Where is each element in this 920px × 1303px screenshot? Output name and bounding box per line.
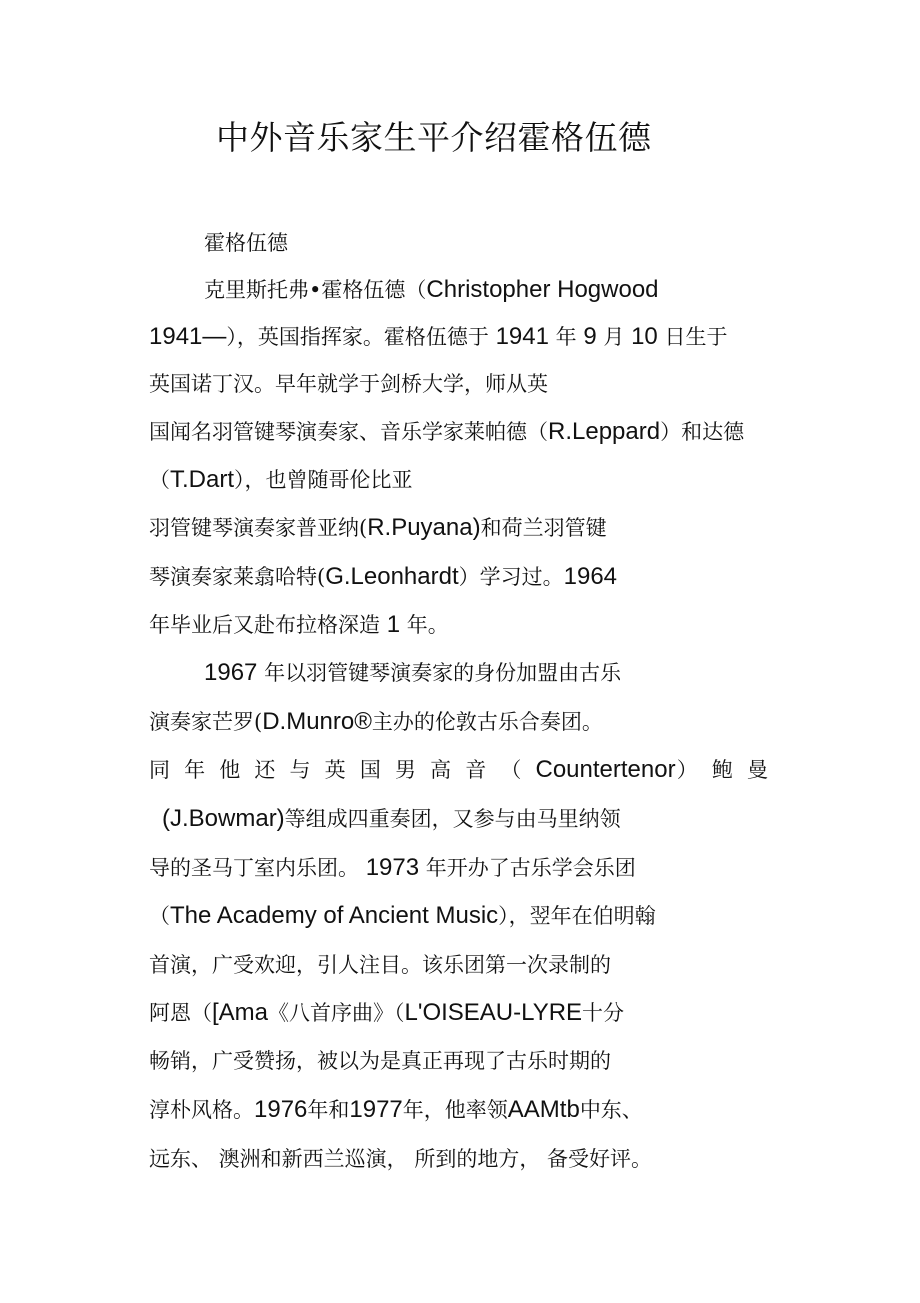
line-text: （	[149, 468, 170, 492]
line-text: 等组成四重奏团，又参与由马里纳领	[284, 807, 621, 831]
line-text: ）学习过。	[458, 565, 564, 589]
line-latin: 1941	[495, 323, 549, 350]
paragraph-line	[204, 228, 288, 258]
line-latin: The Academy of Ancient Music	[170, 902, 499, 929]
line-text: 中东、	[579, 1098, 643, 1122]
line-text: 阿恩（	[149, 1001, 212, 1025]
line-text: 琴演奏家莱翕哈特(	[149, 565, 326, 589]
line-text: 淳朴风格。	[149, 1098, 254, 1122]
line-text: 导的圣马丁室内乐团。	[149, 856, 359, 880]
paragraph-line	[204, 658, 621, 688]
line-text: 英国诺丁汉。早年就学于剑桥大学，师从英	[149, 372, 548, 396]
line-latin: 1964	[563, 563, 618, 590]
line-text: 同年他还与英国男高音（	[149, 758, 536, 782]
paragraph-line	[149, 322, 727, 352]
line-text: 年。	[406, 613, 449, 637]
line-latin: Christopher Hogwood	[426, 276, 659, 303]
line-text: 《八首序曲》（	[268, 1001, 405, 1025]
line-latin: 1973	[365, 854, 420, 881]
line-latin: 1976	[254, 1096, 308, 1123]
line-text: 国闻名羽管键琴演奏家、音乐学家莱帕德（	[149, 420, 548, 444]
paragraph-line	[149, 950, 611, 980]
line-text: ），英国指挥家。霍格伍德于	[226, 325, 489, 349]
line-text: 年开办了古乐学会乐团	[425, 856, 636, 880]
line-latin: Countertenor	[535, 756, 676, 783]
line-text: 年，他率领	[402, 1098, 508, 1122]
document-title: 中外音乐家生平介绍霍格伍德	[216, 118, 652, 157]
paragraph-line	[204, 275, 659, 305]
paragraph-line	[162, 804, 621, 834]
line-text: 演奏家芒罗(	[149, 710, 263, 734]
line-latin: 10	[631, 323, 658, 350]
line-text: 远东、 澳洲和新西兰巡演， 所到的地方， 备受好评。	[149, 1147, 653, 1171]
line-latin: L'OISEAU-LYRE	[404, 999, 583, 1026]
line-text: ），也曾随哥伦比亚	[234, 468, 413, 492]
line-latin: T.Dart	[170, 466, 235, 493]
paragraph-line	[149, 1046, 611, 1076]
paragraph-line	[149, 707, 603, 737]
line-latin: 1977	[349, 1096, 403, 1123]
paragraph-line	[149, 465, 413, 495]
line-text: 霍格伍德	[204, 231, 288, 255]
line-latin: 1967	[204, 659, 258, 686]
line-text: ），翌年在伯明翰	[498, 904, 656, 928]
line-text: 畅销，广受赞扬，被以为是真正再现了古乐时期的	[149, 1049, 611, 1073]
paragraph-line	[149, 417, 744, 447]
line-text: 年毕业后又赴布拉格深造	[149, 613, 380, 637]
line-text: 年	[555, 325, 577, 349]
line-latin: R.Leppard	[548, 418, 661, 445]
paragraph-line	[149, 1095, 643, 1125]
paragraph-line	[149, 610, 449, 640]
paragraph-line	[149, 998, 624, 1028]
paragraph-line	[149, 853, 636, 883]
line-latin: 9	[583, 323, 597, 350]
line-text: 月	[603, 325, 625, 349]
line-text: 年以羽管键琴演奏家的身份加盟由古乐	[264, 661, 622, 685]
paragraph-line	[149, 901, 656, 931]
line-latin: G.Leonhardt	[325, 563, 459, 590]
line-text: 年和	[307, 1098, 350, 1122]
line-latin: AAMtb	[507, 1096, 580, 1123]
line-text: （	[149, 904, 170, 928]
line-latin: D.Munro®	[262, 708, 372, 735]
paragraph-line	[149, 755, 781, 785]
line-text: 十分	[582, 1001, 625, 1025]
line-latin: 1941—	[149, 323, 227, 350]
line-latin: 1	[386, 611, 401, 638]
line-text: 羽管键琴演奏家普亚纳(	[149, 516, 368, 540]
line-text: 和荷兰羽管键	[480, 516, 607, 540]
line-latin: R.Puyana)	[367, 514, 481, 541]
paragraph-line	[149, 1144, 652, 1174]
line-latin: [Ama	[212, 999, 269, 1026]
line-text: 首演，广受欢迎，引人注目。该乐团第一次录制的	[149, 953, 611, 977]
line-text: 主办的伦敦古乐合奏团。	[371, 710, 603, 734]
paragraph-line	[149, 513, 607, 543]
line-text: ）鲍曼	[675, 758, 782, 782]
line-text: 日生于	[664, 325, 728, 349]
line-text: 克里斯托弗•霍格伍德（	[204, 278, 427, 302]
line-text: ）和达德	[660, 420, 745, 444]
line-latin: (J.Bowmar)	[162, 805, 285, 832]
paragraph-line	[149, 562, 617, 592]
paragraph-line	[149, 369, 548, 399]
